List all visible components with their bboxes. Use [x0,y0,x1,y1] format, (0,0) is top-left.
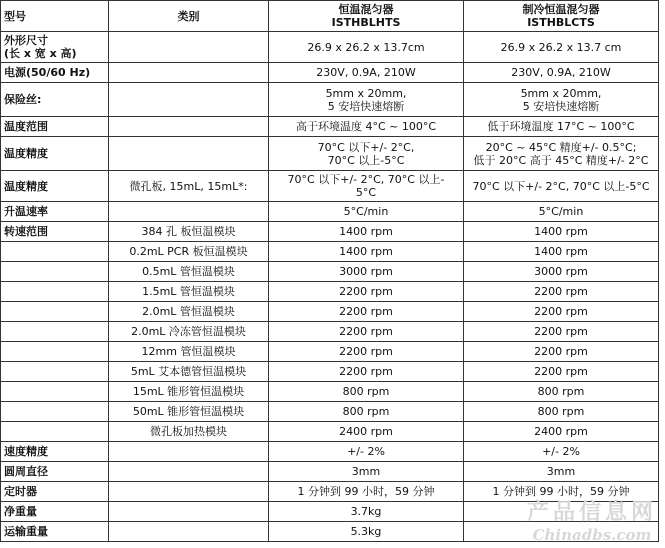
header-row [1,1,659,32]
label-size [1,32,109,63]
speed-row [1,362,659,382]
row-speed-accuracy [1,442,659,462]
value-temp-accuracy-2-cold: 70°C 以下+/- 2°C, 70°C 以上-5°C [464,171,659,202]
category-temp-range [109,117,269,137]
category-power [109,63,269,83]
value-power-hot: 230V, 0.9A, 210W [269,63,464,83]
speed-value-cold: 1400 rpm [464,242,659,262]
speed-row [1,222,659,242]
row-net-weight [1,502,659,522]
value-temp-accuracy-1-cold-2: 低于 20°C 高于 45°C 精度+/- 2°C [473,153,649,167]
speed-value-hot: 2200 rpm [269,342,464,362]
value-ship-weight-hot: 5.3kg [269,522,464,542]
value-temp-accuracy-2-hot-2: 5°C [355,186,377,199]
category-ship-weight [109,522,269,542]
speed-value-cold: 800 rpm [464,382,659,402]
category-size [109,32,269,63]
speed-value-cold: 2200 rpm [464,282,659,302]
speed-category: 12mm 管恒温模块 [109,342,269,362]
value-fuse-cold [464,83,659,117]
speed-row [1,242,659,262]
row-size [1,32,659,63]
value-fuse-cold-1: 5mm x 20mm, [520,86,602,100]
speed-label-empty [1,402,109,422]
value-temp-accuracy-1-cold [464,137,659,171]
label-net-weight: 净重量 [1,502,109,522]
value-temp-accuracy-1-hot [269,137,464,171]
value-net-weight-cold [464,502,659,522]
value-temp-accuracy-2-hot-1: 70°C 以下+/- 2°C, 70°C 以上- [287,173,445,186]
row-temp-range [1,117,659,137]
label-timer: 定时器 [1,482,109,502]
label-speed-accuracy: 速度精度 [1,442,109,462]
speed-value-hot: 2200 rpm [269,302,464,322]
speed-category: 50mL 锥形管恒温模块 [109,402,269,422]
speed-category: 384 孔 板恒温模块 [109,222,269,242]
speed-value-hot: 2200 rpm [269,282,464,302]
row-orbit [1,462,659,482]
label-orbit: 圆周直径 [1,462,109,482]
category-temp-accuracy-1 [109,137,269,171]
label-size-1: 外形尺寸 [4,34,48,47]
header-hot-name: 恒温混匀器 [338,3,394,16]
speed-row [1,322,659,342]
value-orbit-hot: 3mm [269,462,464,482]
speed-value-cold: 2200 rpm [464,322,659,342]
speed-value-hot: 800 rpm [269,402,464,422]
header-cold [464,1,659,32]
speed-row [1,422,659,442]
category-fuse [109,83,269,117]
speed-row [1,402,659,422]
speed-row [1,282,659,302]
value-temp-range-hot: 高于环境温度 4°C ~ 100°C [269,117,464,137]
speed-label-empty [1,362,109,382]
speed-label-empty [1,322,109,342]
label-size-2: (长 x 宽 x 高) [4,47,77,60]
row-power [1,63,659,83]
header-hot [269,1,464,32]
value-timer-hot: 1 分钟到 99 小时，59 分钟 [269,482,464,502]
speed-value-cold: 1400 rpm [464,222,659,242]
value-size-cold: 26.9 x 26.2 x 13.7 cm [464,32,659,63]
value-temp-accuracy-2-hot [269,171,464,202]
watermark-cn: 产品信息网 [526,499,657,525]
row-ship-weight [1,522,659,542]
row-temp-accuracy-2 [1,171,659,202]
speed-category: 1.5mL 管恒温模块 [109,282,269,302]
speed-row [1,382,659,402]
speed-category: 2.0mL 管恒温模块 [109,302,269,322]
speed-value-hot: 1400 rpm [269,222,464,242]
label-temp-range: 温度范围 [1,117,109,137]
speed-value-hot: 2200 rpm [269,362,464,382]
speed-label-empty [1,382,109,402]
speed-value-cold: 3000 rpm [464,262,659,282]
speed-category: 15mL 锥形管恒温模块 [109,382,269,402]
value-power-cold: 230V, 0.9A, 210W [464,63,659,83]
speed-category: 0.2mL PCR 板恒温模块 [109,242,269,262]
label-temp-accuracy-2: 温度精度 [1,171,109,202]
value-size-hot: 26.9 x 26.2 x 13.7cm [269,32,464,63]
header-category: 类别 [109,1,269,32]
value-fuse-cold-2: 5 安培快速熔断 [522,99,600,113]
value-speed-accuracy-cold: +/- 2% [464,442,659,462]
category-orbit [109,462,269,482]
category-temp-accuracy-2: 微孔板, 15mL, 15mL*: [109,171,269,202]
speed-value-hot: 2200 rpm [269,322,464,342]
speed-label-empty [1,302,109,322]
value-heat-rate-cold: 5°C/min [464,202,659,222]
speed-value-hot: 800 rpm [269,382,464,402]
speed-value-hot: 3000 rpm [269,262,464,282]
value-orbit-cold: 3mm [464,462,659,482]
header-hot-code: ISTHBLHTS [331,16,401,29]
speed-value-hot: 2400 rpm [269,422,464,442]
speed-value-cold: 2400 rpm [464,422,659,442]
label-temp-accuracy-1: 温度精度 [1,137,109,171]
header-cold-name: 制冷恒温混匀器 [522,3,600,16]
label-fuse: 保险丝: [1,83,109,117]
value-fuse-hot-2: 5 安培快速熔断 [327,99,405,113]
row-heat-rate [1,202,659,222]
speed-row [1,302,659,322]
value-fuse-hot-1: 5mm x 20mm, [325,86,407,100]
label-ship-weight: 运输重量 [1,522,109,542]
row-temp-accuracy-1 [1,137,659,171]
value-temp-accuracy-1-hot-1: 70°C 以下+/- 2°C, [317,140,415,154]
value-speed-accuracy-hot: +/- 2% [269,442,464,462]
speed-value-cold: 2200 rpm [464,362,659,382]
value-temp-range-cold: 低于环境温度 17°C ~ 100°C [464,117,659,137]
value-heat-rate-hot: 5°C/min [269,202,464,222]
speed-category: 2.0mL 冷冻管恒温模块 [109,322,269,342]
speed-value-hot: 1400 rpm [269,242,464,262]
speed-label-empty [1,282,109,302]
category-net-weight [109,502,269,522]
speed-row [1,262,659,282]
category-heat-rate [109,202,269,222]
speed-category: 0.5mL 管恒温模块 [109,262,269,282]
speed-label-empty [1,422,109,442]
row-timer [1,482,659,502]
category-speed-accuracy [109,442,269,462]
speed-category: 5mL 艾本德管恒温模块 [109,362,269,382]
speed-value-cold: 2200 rpm [464,342,659,362]
value-fuse-hot [269,83,464,117]
value-ship-weight-cold [464,522,659,542]
header-cold-code: ISTHBLCTS [527,16,595,29]
value-temp-accuracy-1-cold-1: 20°C ~ 45°C 精度+/- 0.5°C; [485,140,637,154]
speed-category: 微孔板加热模块 [109,422,269,442]
speed-value-cold: 800 rpm [464,402,659,422]
speed-label-empty [1,262,109,282]
value-net-weight-hot: 3.7kg [269,502,464,522]
speed-value-cold: 2200 rpm [464,302,659,322]
label-speed-range: 转速范围 [1,222,109,242]
watermark-en: Chinadbs.com [532,526,652,544]
value-temp-accuracy-1-hot-2: 70°C 以上-5°C [327,153,405,167]
category-timer [109,482,269,502]
label-heat-rate: 升温速率 [1,202,109,222]
header-model: 型号 [1,1,109,32]
speed-label-empty [1,342,109,362]
speed-row [1,342,659,362]
value-timer-cold: 1 分钟到 99 小时，59 分钟 [464,482,659,502]
speed-label-empty [1,242,109,262]
row-fuse [1,83,659,117]
label-power: 电源(50/60 Hz) [1,63,109,83]
